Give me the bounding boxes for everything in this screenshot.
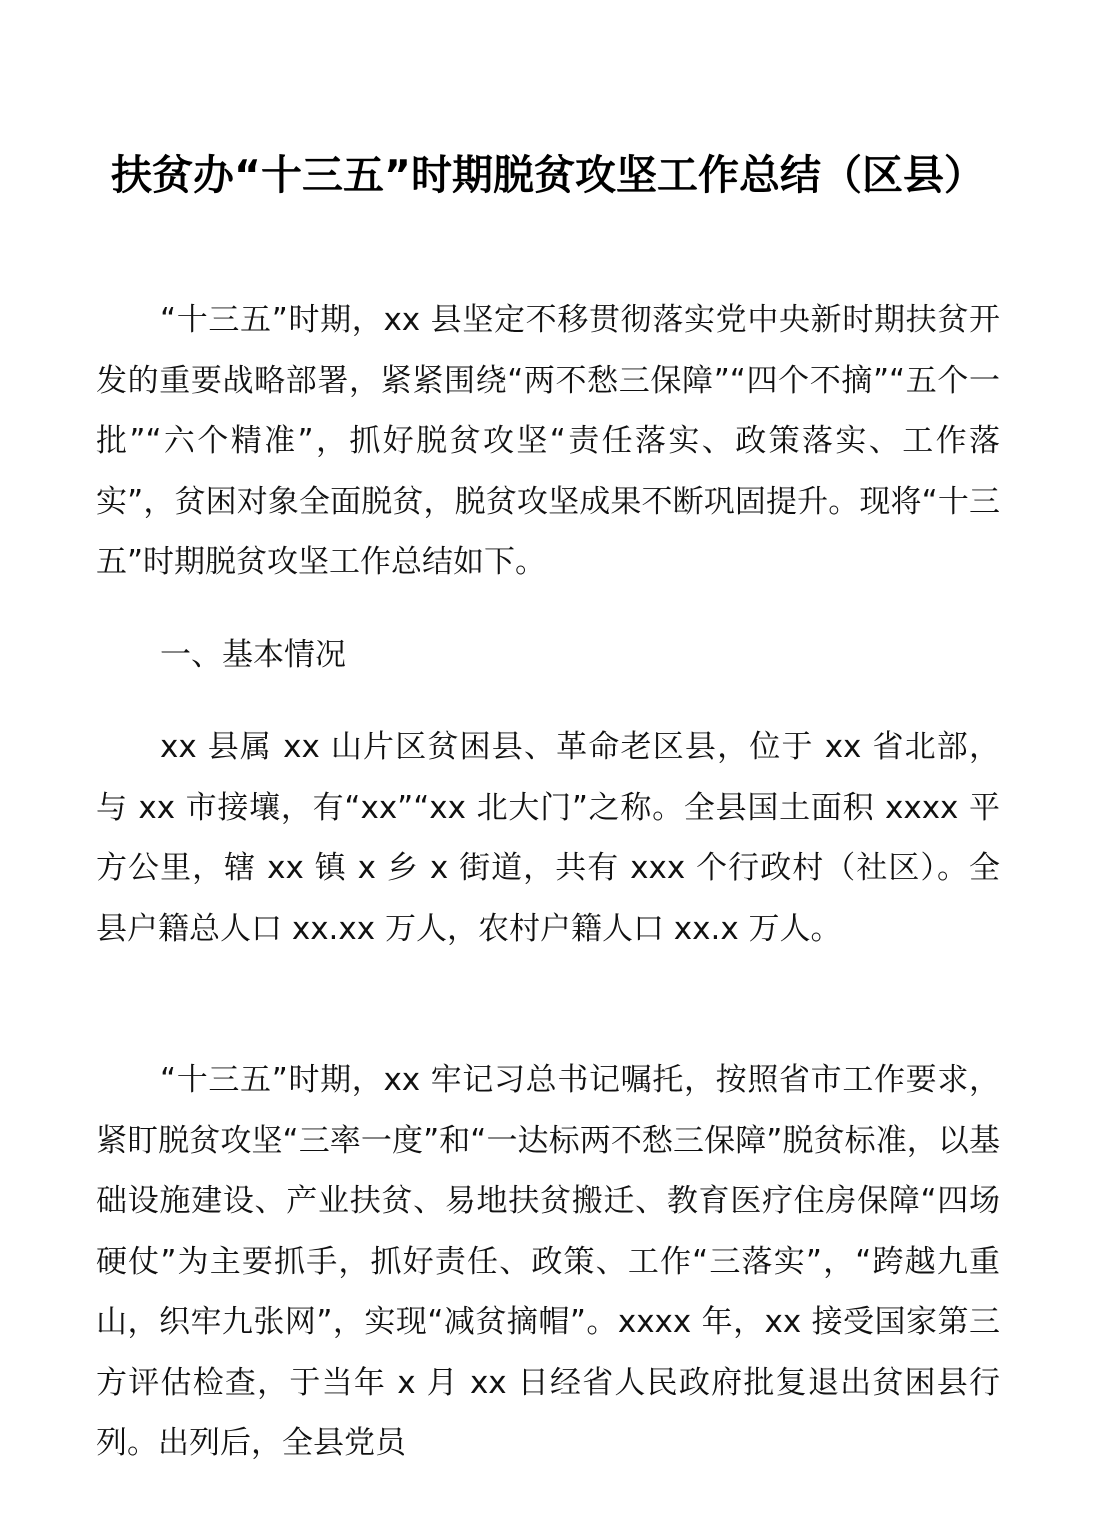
document-title: 扶贫办“十三五”时期脱贫攻坚工作总结（区县） [111,151,985,199]
basic-situation-paragraph: xx 县属 xx 山片区贫困县、革命老区县，位于 xx 省北部，与 xx 市接壤，有“xx”“xx 北大门”之称。全县国土面积 xxxx 平方公里，辖 xx 镇 x 乡 x 街道，共有 xxx 个行政村（社区）。全县户籍总人口 xx.xx 万人，农村户籍人口 xx.x 万人。 [96,729,1000,947]
intro-paragraph: “十三五”时期，xx 县坚定不移贯彻落实党中央新时期扶贫开发的重要战略部署，紧紧围绕“两不愁三保障”“四个不摘”“五个一批”“六个精准”，抓好脱贫攻坚“责任落实、政策落实、工作落实”，贫困对象全面脱贫，脱贫攻坚成果不断巩固提升。现将“十三五”时期脱贫攻坚工作总结如下。 [96,302,1000,580]
section-heading-basic-situation: 一、基本情况 [160,637,346,673]
thirteenth-five-paragraph: “十三五”时期，xx 牢记习总书记嘱托，按照省市工作要求，紧盯脱贫攻坚“三率一度”和“一达标两不愁三保障”脱贫标准，以基础设施建设、产业扶贫、易地扶贫搬迁、教育医疗住房保障“四场硬仗”为主要抓手，抓好责任、政策、工作“三落实”，“跨越九重山，织牢九张网”，实现“减贫摘帽”。xxxx 年，xx 接受国家第三方评估检查，于当年 x 月 xx 日经省人民政府批复退出贫困县行列。出列后，全县党员 [96,1062,1000,1461]
